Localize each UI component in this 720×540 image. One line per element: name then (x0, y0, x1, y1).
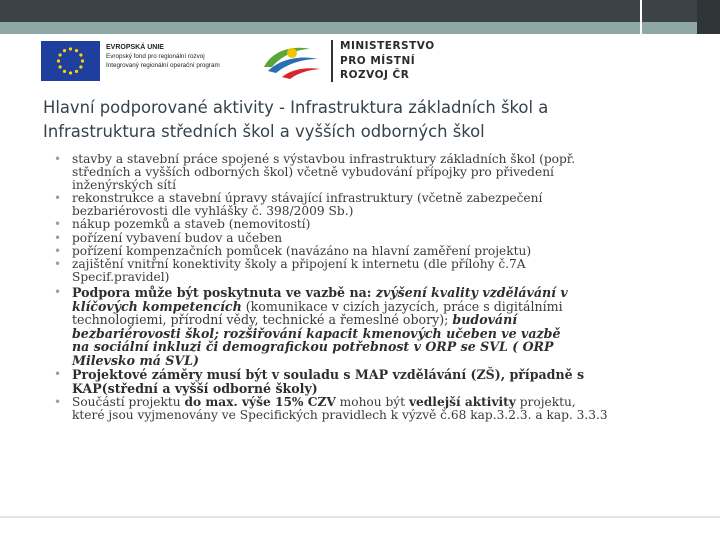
eu-label-fund: Evropský fond pro regionální rozvoj (106, 53, 205, 60)
list-item: • nákup pozemků a staveb (nemovitostí) (54, 217, 311, 232)
bullet-icon: • (54, 367, 62, 382)
eu-star-icon (79, 65, 82, 68)
eu-logo-text (106, 43, 256, 70)
activity-list (54, 153, 694, 422)
list-item: • stavby a stavební práce spojené s výstavbou infrastruktury základních škol (popř. středních a vyšších odborných škol) včetně vybudování přípojky pro přivedení inženýrských sítí (54, 152, 576, 192)
bullet-icon: • (54, 257, 62, 272)
ministry-logo-icon (258, 37, 324, 83)
eu-star-icon (75, 49, 78, 52)
footer-divider (0, 516, 720, 518)
eu-star-icon (57, 59, 60, 62)
eu-star-icon (81, 59, 84, 62)
top-bar-separator (640, 0, 642, 34)
eu-label-program: Integrovaný regionální operační program (106, 62, 220, 69)
eu-star-icon (59, 53, 62, 56)
top-bar-dark (0, 0, 720, 22)
eu-star-icon (79, 53, 82, 56)
bullet-icon: • (54, 243, 62, 258)
eu-star-icon (59, 65, 62, 68)
ministry-line-2: PRO MÍSTNÍ (340, 54, 416, 67)
list-item: • pořízení kompenzačních pomůcek (navázáno na hlavní zaměření projektu) (54, 243, 532, 258)
slide-title (43, 96, 683, 144)
bullet-icon: • (54, 190, 62, 205)
eu-flag-icon (41, 41, 100, 81)
ministry-line-3: ROZVOJ ČR (340, 69, 410, 81)
eu-label-title: EVROPSKÁ UNIE (106, 44, 164, 51)
list-item: • pořízení vybavení budov a učeben (54, 230, 283, 245)
slide-title-line-1: Hlavní podporované aktivity - Infrastruktura základních škol a (43, 98, 549, 117)
top-bar-corner-block (697, 0, 720, 34)
eu-star-icon (75, 70, 78, 73)
support-conditions-item: • Podpora může být poskytnuta ve vazbě na: zvýšení kvality vzdělávání v klíčových kompetencích (komunikace v cizích jazycích, práce s digitálními technologiemi, přírodní vědy, technické a řemeslné obory); budování bezbariérovosti škol; rozšiřování kapacit kmenových učeben ve vazbě na sociální inkluzi či demografickou potřebnost v ORP se SVL ( ORP Milevsko má SVL) (54, 284, 568, 368)
ministry-logo-divider (331, 40, 333, 82)
eu-star-icon (69, 71, 72, 74)
bullet-icon: • (54, 284, 62, 299)
ministry-line-1: MINISTERSTVO (340, 40, 435, 52)
list-item: • rekonstrukce a stavební úpravy stávající infrastruktury (včetně zabezpečení bezbariérovosti dle vyhlášky č. 398/2009 Sb.) (54, 190, 543, 218)
top-bar-accent (0, 22, 720, 34)
bullet-icon: • (54, 152, 62, 166)
bullet-icon: • (54, 217, 62, 232)
list-item: • zajištění vnitřní konektivity školy a připojení k internetu (dle přílohy č.7A Specif.pravidel) (54, 257, 526, 285)
ministry-logo-text (340, 39, 435, 83)
eu-star-icon (63, 49, 66, 52)
secondary-activities-item: • Součástí projektu do max. výše 15% CZV mohou být vedlejší aktivity projektu, které jsou vyjmenovány ve Specifických pravidlech k výzvě č.68 kap.3.2.3. a kap. 3.3.3 (54, 394, 608, 422)
slide-title-line-2: Infrastruktura středních škol a vyšších odborných škol (43, 122, 485, 141)
eu-star-icon (69, 47, 72, 50)
bullet-icon: • (54, 394, 62, 409)
eu-star-icon (63, 70, 66, 73)
map-compliance-item: • Projektové záměry musí být v souladu s MAP vzdělávání (ZŠ), případně s KAP(střední a vyšší odborné školy) (54, 367, 585, 396)
bullet-icon: • (54, 230, 62, 245)
